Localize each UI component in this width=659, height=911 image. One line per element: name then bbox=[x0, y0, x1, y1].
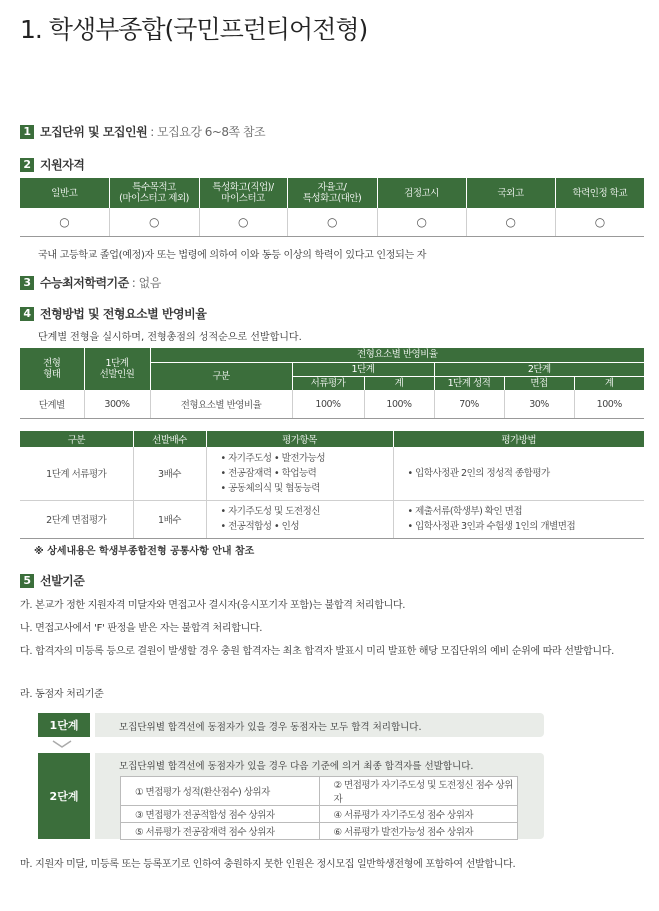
section-label: 모집단위 및 모집인원 bbox=[40, 125, 148, 139]
section-number: 4 bbox=[20, 307, 34, 321]
eligibility-header: 특성화고(직업)/ 마이스터고 bbox=[199, 178, 287, 208]
eligibility-note: 국내 고등학교 졸업(예정)자 또는 법령에 의하여 이와 동등 이상의 학력이 있다고 인정되는 자 bbox=[38, 250, 427, 261]
ratio-table bbox=[20, 348, 644, 419]
header-stage1: 1단계 bbox=[292, 362, 434, 376]
ratio-cell: 100% bbox=[364, 390, 434, 419]
eligibility-header: 검정고시 bbox=[377, 178, 466, 208]
step1-badge: 1단계 bbox=[38, 713, 90, 737]
criteria-item: 가. 본교가 정한 지원자격 미달자와 면접고사 결시자(응시포기자 포함)는 불합격 처리합니다. bbox=[20, 600, 406, 611]
tiebreak-cell: ⑥ 서류평가 발전가능성 점수 상위자 bbox=[319, 823, 518, 840]
header-document: 서류평가 bbox=[292, 376, 364, 390]
section-3-heading bbox=[20, 274, 161, 291]
header-division: 구분 bbox=[150, 362, 292, 390]
ratio-cell: 100% bbox=[292, 390, 364, 419]
step2-text: 모집단위별 합격선에 동점자가 있을 경우 다음 기준에 의거 최종 합격자를 선발합니다. bbox=[119, 761, 474, 772]
header-stage2: 2단계 bbox=[434, 362, 644, 376]
section-label: 전형방법 및 전형요소별 반영비율 bbox=[40, 307, 207, 321]
step2-badge: 2단계 bbox=[38, 753, 90, 839]
eligibility-cell: ○ bbox=[466, 208, 555, 237]
eval-multiple: 3배수 bbox=[133, 447, 206, 500]
criteria-item: 라. 동점자 처리기준 bbox=[20, 689, 104, 700]
eligibility-cell: ○ bbox=[20, 208, 109, 237]
eligibility-cell: ○ bbox=[199, 208, 287, 237]
eligibility-table bbox=[20, 178, 644, 237]
section-label: 지원자격 bbox=[40, 158, 85, 172]
eligibility-header: 특수목적고 (마이스터고 제외) bbox=[109, 178, 199, 208]
eligibility-cell: ○ bbox=[555, 208, 644, 237]
header-stage1-count: 1단계 선발인원 bbox=[84, 348, 150, 390]
eligibility-header: 국외고 bbox=[466, 178, 555, 208]
evaluation-table bbox=[20, 431, 644, 539]
ratio-cell: 전형요소별 반영비율 bbox=[150, 390, 292, 419]
tiebreak-cell: ④ 서류평가 자기주도성 점수 상위자 bbox=[319, 806, 518, 823]
ratio-cell: 300% bbox=[84, 390, 150, 419]
eval-methods: • 제출서류(학생부) 확인 면접 • 입학사정관 3인과 수험생 1인의 개별면접 bbox=[393, 500, 644, 538]
eval-header: 평가방법 bbox=[393, 431, 644, 447]
eval-multiple: 1배수 bbox=[133, 500, 206, 538]
eval-items: • 자기주도성 • 발전가능성 • 전공잠재력 • 학업능력 • 공동체의식 및 협동능력 bbox=[206, 447, 393, 500]
detail-note: ※ 상세내용은 학생부종합전형 공통사항 안내 참조 bbox=[34, 546, 255, 557]
eligibility-header: 일반고 bbox=[20, 178, 109, 208]
step1-box bbox=[95, 713, 544, 737]
section-4-description: 단계별 전형을 실시하며, 전형총점의 성적순으로 선발합니다. bbox=[38, 332, 302, 343]
tiebreak-cell: ① 면접평가 성적(환산점수) 상위자 bbox=[121, 777, 320, 806]
header-stage1-score: 1단계 성적 bbox=[434, 376, 504, 390]
header-sum: 계 bbox=[364, 376, 434, 390]
section-sub: : 모집요강 6~8쪽 참조 bbox=[150, 125, 266, 139]
criteria-item-last: 마. 지원자 미달, 미등록 또는 등록포기로 인하여 충원하지 못한 인원은 정시모집 일반학생전형에 포함하여 선발합니다. bbox=[20, 859, 516, 870]
chevron-down-icon bbox=[52, 740, 72, 748]
header-ratio: 전형요소별 반영비율 bbox=[150, 348, 644, 362]
header-sum: 계 bbox=[574, 376, 644, 390]
section-label: 수능최저학력기준 bbox=[40, 276, 129, 290]
criteria-item: 나. 면접고사에서 'F' 판정을 받은 자는 불합격 처리합니다. bbox=[20, 623, 263, 634]
eval-header: 선발배수 bbox=[133, 431, 206, 447]
ratio-cell: 단계별 bbox=[20, 390, 84, 419]
eval-methods: • 입학사정관 2인의 정성적 종합평가 bbox=[393, 447, 644, 500]
tiebreak-cell: ⑤ 서류평가 전공잠재력 점수 상위자 bbox=[121, 823, 320, 840]
section-1-heading bbox=[20, 123, 265, 140]
section-4-heading bbox=[20, 305, 206, 322]
ratio-cell: 100% bbox=[574, 390, 644, 419]
eval-header: 평가항목 bbox=[206, 431, 393, 447]
page-title: 1. 학생부종합(국민프런티어전형) bbox=[20, 15, 368, 44]
header-type: 전형 형태 bbox=[20, 348, 84, 390]
section-2-heading bbox=[20, 156, 84, 173]
tiebreak-cell: ② 면접평가 자기주도성 및 도전정신 점수 상위자 bbox=[319, 777, 518, 806]
eval-header: 구분 bbox=[20, 431, 133, 447]
section-sub: : 없음 bbox=[131, 276, 161, 290]
eval-division: 2단계 면접평가 bbox=[20, 500, 133, 538]
tiebreak-cell: ③ 면접평가 전공적합성 점수 상위자 bbox=[121, 806, 320, 823]
eval-items: • 자기주도성 및 도전정신 • 전공적합성 • 인성 bbox=[206, 500, 393, 538]
section-5-heading bbox=[20, 572, 84, 589]
tiebreak-table bbox=[120, 776, 518, 840]
section-number: 1 bbox=[20, 125, 34, 139]
eligibility-cell: ○ bbox=[287, 208, 377, 237]
eligibility-header: 자율고/ 특성화고(대안) bbox=[287, 178, 377, 208]
header-interview: 면접 bbox=[504, 376, 574, 390]
eligibility-header: 학력인정 학교 bbox=[555, 178, 644, 208]
eval-division: 1단계 서류평가 bbox=[20, 447, 133, 500]
eligibility-cell: ○ bbox=[109, 208, 199, 237]
section-number: 5 bbox=[20, 574, 34, 588]
ratio-cell: 70% bbox=[434, 390, 504, 419]
ratio-cell: 30% bbox=[504, 390, 574, 419]
eligibility-cell: ○ bbox=[377, 208, 466, 237]
step1-text: 모집단위별 합격선에 동점자가 있을 경우 동점자는 모두 합격 처리합니다. bbox=[119, 722, 422, 733]
section-number: 3 bbox=[20, 276, 34, 290]
section-label: 선발기준 bbox=[40, 574, 85, 588]
criteria-item: 다. 합격자의 미등록 등으로 결원이 발생할 경우 충원 합격자는 최초 합격자 발표시 미리 발표한 해당 모집단위의 예비 순위에 따라 선발합니다. bbox=[20, 646, 614, 657]
section-number: 2 bbox=[20, 158, 34, 172]
